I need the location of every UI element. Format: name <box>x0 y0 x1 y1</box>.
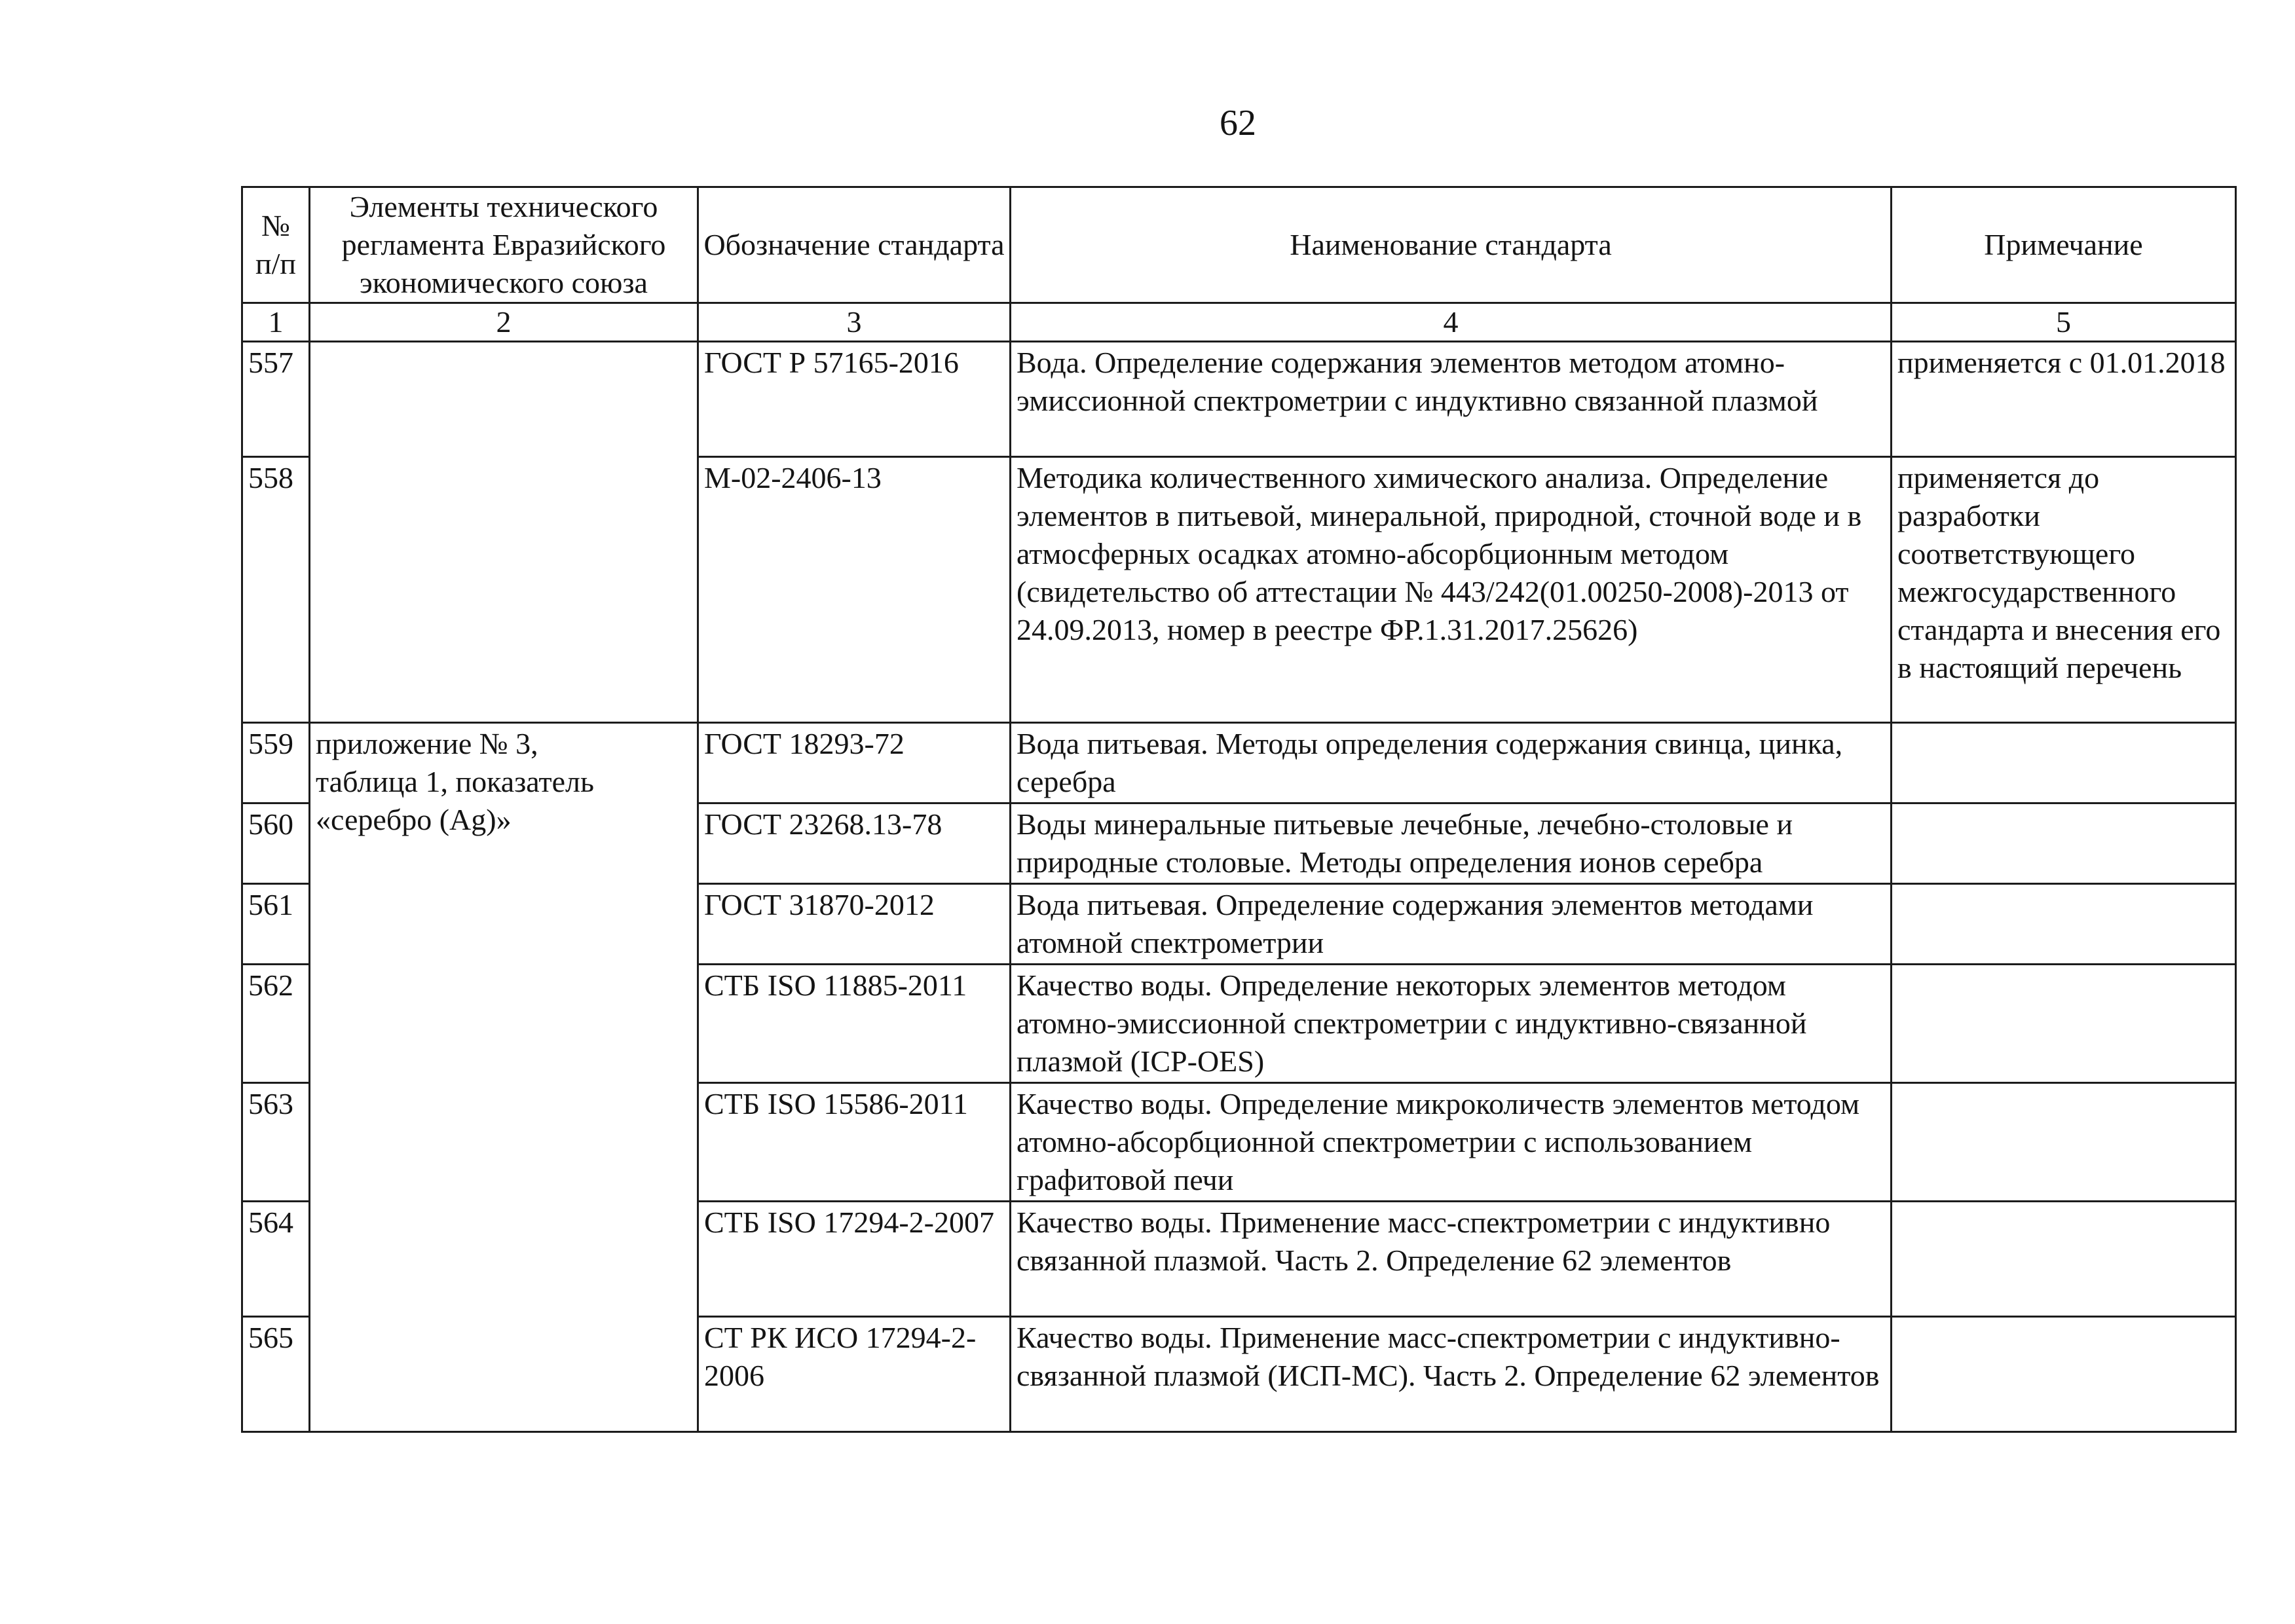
row-number: 557 <box>242 342 310 457</box>
row-designation: ГОСТ 18293-72 <box>698 723 1011 803</box>
row-number: 565 <box>242 1317 310 1432</box>
row-designation: СТБ ISO 17294-2-2007 <box>698 1202 1011 1317</box>
row-standard-name: Вода питьевая. Методы определения содержания свинца, цинка, серебра <box>1011 723 1892 803</box>
row-element: приложение № 3, таблица 1, показатель «серебро (Ag)» <box>310 723 698 1432</box>
row-standard-name: Вода. Определение содержания элементов методом атомно-эмиссионной спектрометрии с индуктивно связанной плазмой <box>1011 342 1892 457</box>
row-standard-name: Качество воды. Определение микроколичеств элементов методом атомно-абсорбционной спектрометрии с использованием графитовой печи <box>1011 1083 1892 1202</box>
header-num: № п/п <box>242 187 310 303</box>
header-name: Наименование стандарта <box>1011 187 1892 303</box>
row-number: 563 <box>242 1083 310 1202</box>
row-note <box>1892 723 2236 803</box>
column-number-row <box>242 303 2236 342</box>
column-number: 1 <box>242 303 310 342</box>
table-row <box>242 342 2236 457</box>
header-element: Элементы технического регламента Евразийского экономического союза <box>310 187 698 303</box>
row-standard-name: Методика количественного химического анализа. Определение элементов в питьевой, минеральной, природной, сточной воде и в атмосферных осадках атомно-абсорбционным методом (свидетельство об аттестации № 443/242(01.00250-2008)-2013 от 24.09.2013, номер в реестре ФР.1.31.2017.25626) <box>1011 457 1892 723</box>
row-note: применяется с 01.01.2018 <box>1892 342 2236 457</box>
row-designation: ГОСТ Р 57165-2016 <box>698 342 1011 457</box>
column-number: 5 <box>1892 303 2236 342</box>
column-number: 2 <box>310 303 698 342</box>
row-note <box>1892 1083 2236 1202</box>
header-row <box>242 187 2236 303</box>
table-row <box>242 723 2236 803</box>
row-note <box>1892 1202 2236 1317</box>
row-note: применяется до разработки соответствующего межгосударственного стандарта и внесения его в настоящий перечень <box>1892 457 2236 723</box>
row-designation: СТ РК ИСО 17294-2-2006 <box>698 1317 1011 1432</box>
header-note: Примечание <box>1892 187 2236 303</box>
row-note <box>1892 1317 2236 1432</box>
standards-table <box>241 186 2237 1433</box>
column-number: 4 <box>1011 303 1892 342</box>
row-number: 564 <box>242 1202 310 1317</box>
row-number: 560 <box>242 803 310 884</box>
row-standard-name: Качество воды. Применение масс-спектрометрии с индуктивно связанной плазмой. Часть 2. Определение 62 элементов <box>1011 1202 1892 1317</box>
row-designation: ГОСТ 23268.13-78 <box>698 803 1011 884</box>
row-standard-name: Качество воды. Определение некоторых элементов методом атомно-эмиссионной спектрометрии с индуктивно-связанной плазмой (ICP-OES) <box>1011 965 1892 1083</box>
row-number: 561 <box>242 884 310 965</box>
row-element <box>310 342 698 723</box>
row-standard-name: Воды минеральные питьевые лечебные, лечебно-столовые и природные столовые. Методы определения ионов серебра <box>1011 803 1892 884</box>
row-number: 558 <box>242 457 310 723</box>
row-designation: М-02-2406-13 <box>698 457 1011 723</box>
row-designation: СТБ ISO 15586-2011 <box>698 1083 1011 1202</box>
column-number: 3 <box>698 303 1011 342</box>
row-note <box>1892 965 2236 1083</box>
row-standard-name: Вода питьевая. Определение содержания элементов методами атомной спектрометрии <box>1011 884 1892 965</box>
row-designation: ГОСТ 31870-2012 <box>698 884 1011 965</box>
row-note <box>1892 803 2236 884</box>
page-number: 62 <box>1220 103 1256 143</box>
row-standard-name: Качество воды. Применение масс-спектрометрии с индуктивно-связанной плазмой (ИСП-МС). Часть 2. Определение 62 элементов <box>1011 1317 1892 1432</box>
row-designation: СТБ ISO 11885-2011 <box>698 965 1011 1083</box>
row-number: 562 <box>242 965 310 1083</box>
row-number: 559 <box>242 723 310 803</box>
row-note <box>1892 884 2236 965</box>
header-designation: Обозначение стандарта <box>698 187 1011 303</box>
